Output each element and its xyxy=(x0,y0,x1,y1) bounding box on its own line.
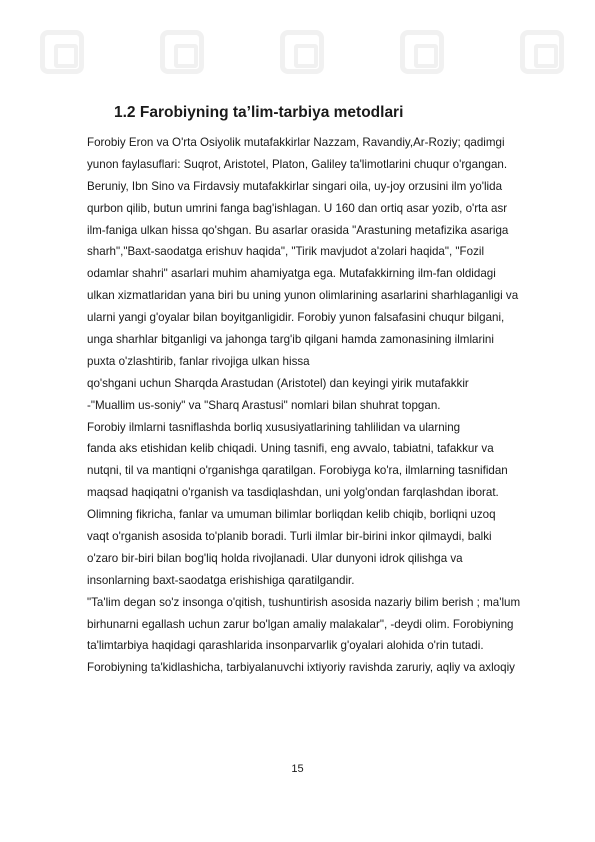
text-line: Forobiyning ta'kidlashicha, tarbiyalanuvchi ixtiyoriy ravishda zaruriy, aqliy va axloqiy xyxy=(87,661,515,675)
text-line: vaqt o'rganish asosida to'planib boradi. Turli ilmlar bir-birini inkor qilmaydi, balki xyxy=(87,530,492,544)
body-text xyxy=(87,132,569,679)
text-line: ularni yangi g'oyalar bilan boyitganligidir. Forobiy yunon falsafasini chuqur bilgani, xyxy=(87,311,505,325)
watermark-logo-icon xyxy=(280,30,324,74)
watermark-logo-icon xyxy=(160,30,204,74)
text-line: insonlarning baxt-saodatga erishishiga qaratilgandir. xyxy=(87,573,355,587)
text-line: Beruniy, Ibn Sino va Firdavsiy mutafakkirlar singari oila, uy-joy orzusini ilm yo'lida xyxy=(87,179,503,193)
text-line: odamlar shahri" asarlari muhim ahamiyatga ega. Mutafakkirning ilm-fan oldidagi xyxy=(87,267,496,281)
text-line: ulkan xizmatlaridan yana biri bu uning yunon olimlarining asarlarini sharhlaganligi va xyxy=(87,289,519,303)
text-line: puxta o'zlashtirib, fanlar rivojiga ulkan hissa xyxy=(87,354,310,368)
text-line: birhunarni egallash uchun zarur bo'lgan amaliy malakalar", -deydi olim. Forobiyning xyxy=(87,617,514,631)
watermark-logo-icon xyxy=(400,30,444,74)
text-line: unga sharhlar bitganligi va jahonga targ'ib qilgani hamda zamonasining ilmlarini xyxy=(87,333,494,347)
text-line: ilm-faniga ulkan hissa qo'shgan. Bu asarlar orasida "Arastuning metafizika asariga xyxy=(87,223,509,237)
watermark-logo-icon xyxy=(520,30,564,74)
text-line: ta'limtarbiya haqidagi qarashlarida insonparvarlik g'oyalari alohida o'rin tutadi. xyxy=(87,639,484,653)
text-line: Forobiy Eron va O'rta Osiyolik mutafakkirlar Nazzam, Ravandiy,Ar-Roziy; qadimgi xyxy=(87,136,505,149)
text-line: "Ta'lim degan so'z insonga o'qitish, tushuntirish asosida nazariy bilim berish ; ma'lum xyxy=(87,595,521,609)
text-line: qo'shgani uchun Sharqda Arastudan (Aristotel) dan keyingi yirik mutafakkir xyxy=(87,376,469,390)
page-number: 15 xyxy=(291,763,304,775)
text-line: Olimning fikricha, fanlar va umuman bilimlar borliqdan kelib chiqib, borliqni uzoq xyxy=(87,508,496,522)
text-line: sharh","Baxt-saodatga erishuv haqida", "Tirik mavjudot a'zolari haqida", "Fozil xyxy=(87,245,485,259)
text-line: -"Muallim us-soniy" va "Sharq Arastusi" nomlari bilan shuhrat topgan. xyxy=(87,398,441,412)
watermark-logo-icon xyxy=(40,30,84,74)
text-line: maqsad haqiqatni o'rganish va tasdiqlashdan, uni yolg'ondan farqlashdan iborat. xyxy=(87,486,499,500)
text-line: yunon faylasuflari: Suqrot, Aristotel, Platon, Galiley ta'limotlarini chuqur o'rgangan. xyxy=(87,157,508,171)
text-line: fanda aks etishidan kelib chiqadi. Uning tasnifi, eng avvalo, tabiatni, tafakkur va xyxy=(87,442,494,456)
section-heading: 1.2 Farobiyning ta’lim-tarbiya metodlari xyxy=(114,104,404,121)
text-line: nutqni, til va mantiqni o'rganishga qaratilgan. Forobiyga ko'ra, ilmlarning tasnifidan xyxy=(87,464,508,478)
text-line: qurbon qilib, butun umrini fanga bag'ishlagan. U 160 dan ortiq asar yozib, o'rta asr xyxy=(87,201,508,215)
text-line: Forobiy ilmlarni tasniflashda borliq xususiyatlarining tahlilidan va ularning xyxy=(87,420,461,434)
text-line: o'zaro bir-biri bilan bog'liq holda rivojlanadi. Ular dunyoni idrok qilishga va xyxy=(87,551,463,565)
